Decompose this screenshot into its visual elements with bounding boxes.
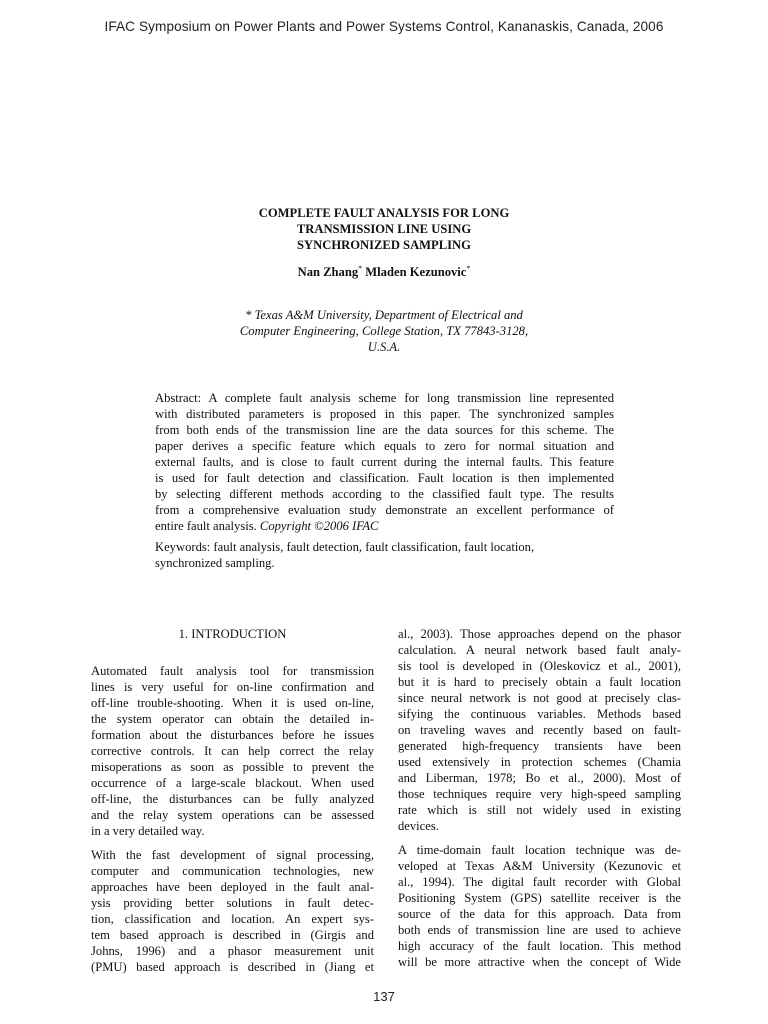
text-line: sis tool is developed in (Oleskovicz et al., 2001), <box>398 659 681 673</box>
left-column <box>91 626 374 983</box>
abstract-line: Abstract: A complete fault analysis scheme for long transmission line represented <box>155 391 614 405</box>
text-line: high accuracy of the fault location. This method <box>398 939 681 953</box>
text-line: sifying the continuous variables. Methods based <box>398 707 681 721</box>
paper-title <box>184 205 584 253</box>
text-line: and the relay system operations can be assessed <box>91 808 374 822</box>
abstract-line: external faults, and is close to fault current during the internal faults. This feature <box>155 455 614 469</box>
text-line: those techniques require very high-speed sampling <box>398 787 681 801</box>
text-line: since neural network is not good at precisely clas- <box>398 691 681 705</box>
affiliation <box>184 307 584 355</box>
title-line: TRANSMISSION LINE USING <box>296 222 472 236</box>
text-line: corrective controls. It can help correct the relay <box>91 744 374 758</box>
text-line: the system operator can obtain the detailed in- <box>91 712 374 726</box>
affiliation-line: Computer Engineering, College Station, TX 77843-3128, <box>239 324 529 338</box>
text-line: generated high-frequency transients have been <box>398 739 681 753</box>
author-name: Mladen Kezunovic <box>365 265 467 280</box>
abstract <box>155 390 614 534</box>
section-heading: 1. INTRODUCTION <box>178 627 287 641</box>
text-line: off-line trouble-shooting. When it is used on-line, <box>91 696 374 710</box>
abstract-line: from a comprehensive evaluation study demonstrate an excellent performance of <box>155 503 614 517</box>
text-line: ysis providing better solutions in fault detec- <box>91 896 374 910</box>
text-line: both ends of transmission line are used to achieve <box>398 923 681 937</box>
title-line: SYNCHRONIZED SAMPLING <box>297 238 471 252</box>
text-line: With the fast development of signal processing, <box>91 848 374 862</box>
text-line: source of the data for this approach. Data from <box>398 907 681 921</box>
abstract-line: is used for fault detection and classification. Fault location is then implemented <box>155 471 614 485</box>
affiliation-mark: * <box>466 264 471 273</box>
text-line: misoperations as soon as possible to prevent the <box>91 760 374 774</box>
affiliation-line: U.S.A. <box>367 340 401 354</box>
affiliation-line: * Texas A&M University, Department of Electrical and <box>245 308 523 322</box>
text-line: used extensively in protection schemes (Chamia <box>398 755 681 769</box>
abstract-line: entire fault analysis. <box>155 519 257 533</box>
paragraph <box>398 842 681 970</box>
text-line: calculation. A neural network based fault analy- <box>398 643 681 657</box>
text-line: Automated fault analysis tool for transmission <box>91 664 374 678</box>
copyright-notice: Copyright ©2006 IFAC <box>259 519 379 533</box>
text-line: A time-domain fault location technique was de- <box>398 843 681 857</box>
text-line: Positioning System (GPS) satellite receiver is the <box>398 891 681 905</box>
paragraph <box>398 626 681 834</box>
abstract-line: with distributed parameters is proposed in this paper. The synchronized samples <box>155 407 614 421</box>
text-line: lines is very useful for on-line confirmation and <box>91 680 374 694</box>
text-line: computer and communication technologies, new <box>91 864 374 878</box>
paragraph <box>91 663 374 839</box>
text-line: formation about the disturbances before he issues <box>91 728 374 742</box>
abstract-last-line <box>155 518 614 534</box>
text-line: and Liberman, 1978; Bo et al., 2000). Most of <box>398 771 681 785</box>
text-line: approaches have been deployed in the fault anal- <box>91 880 374 894</box>
right-column <box>398 626 681 978</box>
author-name: Nan Zhang <box>297 265 359 280</box>
affiliation-mark: * <box>358 264 363 273</box>
authors <box>184 264 584 280</box>
running-header: IFAC Symposium on Power Plants and Power Systems Control, Kananaskis, Canada, 2006 <box>104 19 664 34</box>
abstract-line: paper derives a specific feature which equals to zero for normal situation and <box>155 439 614 453</box>
text-line: in a very detailed way. <box>91 824 205 838</box>
text-line: off-line, the disturbances can be fully analyzed <box>91 792 374 806</box>
text-line: rate which is still not widely used in existing <box>398 803 681 817</box>
keywords <box>155 539 614 571</box>
text-line: al., 2003). Those approaches depend on the phasor <box>398 627 681 641</box>
text-line: Johns, 1996) and a phasor measurement unit <box>91 944 374 958</box>
text-line: veloped at Texas A&M University (Kezunovic et <box>398 859 681 873</box>
title-line: COMPLETE FAULT ANALYSIS FOR LONG <box>258 206 510 220</box>
text-line: tion, classification and location. An expert sys- <box>91 912 374 926</box>
text-line: devices. <box>398 819 439 833</box>
text-line: (PMU) based approach is described in (Jiang et <box>91 960 374 974</box>
text-line: but it is hard to precisely obtain a fault location <box>398 675 681 689</box>
text-line: occurrence of a large-scale blackout. When used <box>91 776 374 790</box>
keywords-line: synchronized sampling. <box>155 556 275 570</box>
text-line: will be more attractive when the concept of Wide <box>398 955 681 969</box>
abstract-line: by selecting different methods according to the classified fault type. The results <box>155 487 614 501</box>
text-line: al., 1994). The digital fault recorder with Global <box>398 875 681 889</box>
abstract-line: from both ends of the transmission line are the data sources for this scheme. The <box>155 423 614 437</box>
paragraph <box>91 847 374 975</box>
keywords-line: Keywords: fault analysis, fault detection, fault classification, fault location, <box>155 540 535 554</box>
text-line: tem based approach is described in (Girgis and <box>91 928 374 942</box>
text-line: on traveling waves and recently based on fault- <box>398 723 681 737</box>
page-number: 137 <box>373 989 395 1004</box>
